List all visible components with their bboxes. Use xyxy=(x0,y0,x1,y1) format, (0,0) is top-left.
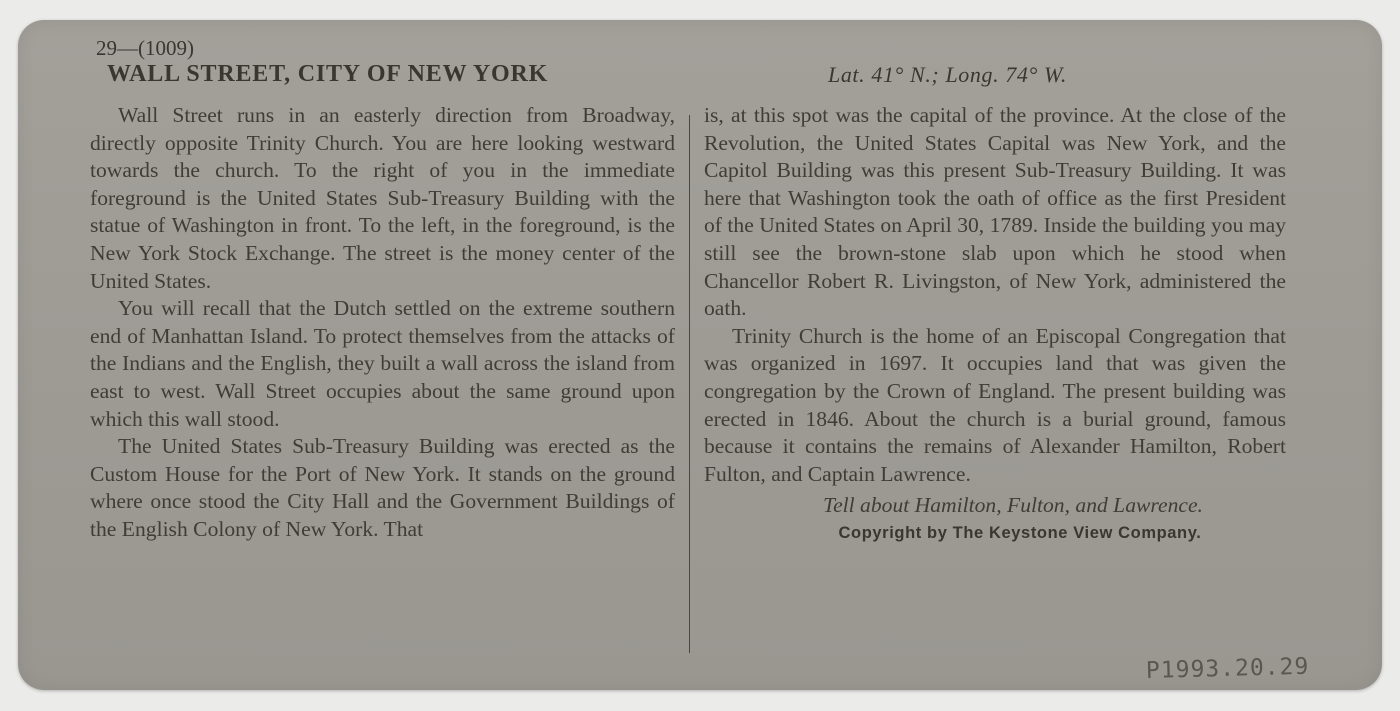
paragraph-capital: is, at this spot was the capital of the province. At the close of the Revolution, the United States Capital was New York, and the Capitol Building was this present Sub-Treasury Building. It was here that Washington took the oath of office as the first President of the United States on April 30, 1789. Inside the building you may still see the brown-stone slab upon which he stood when Chancellor Robert R. Livingston, of New York, administered the oath. xyxy=(704,103,1286,321)
accession-number: P1993.20.29 xyxy=(1145,653,1310,684)
paragraph-trinity-church: Trinity Church is the home of an Episcopal Congregation that was organized in 1697. It occupies land that was given the congregation by the Crown of England. The present building was erected in 1846. About the church is a burial ground, famous because it contains the remains of Alexander Hamilton, Robert Fulton, and Captain Lawrence. xyxy=(704,323,1286,486)
right-text-column xyxy=(704,102,1286,546)
card-title: WALL STREET, CITY OF NEW YORK xyxy=(107,61,549,87)
copyright-line: Copyright by The Keystone View Company. xyxy=(838,523,1202,542)
left-text-column xyxy=(90,102,675,544)
column-divider xyxy=(689,115,690,653)
paragraph-sub-treasury: The United States Sub-Treasury Building was erected as the Custom House for the Port of New York. It stands on the ground where once stood the City Hall and the Government Buildings of the English Colony of New York. That xyxy=(90,434,675,541)
card-number: 29—(1009) xyxy=(96,36,194,60)
paragraph-dutch-wall: You will recall that the Dutch settled on the extreme southern end of Manhattan Island. To protect themselves from the attacks of the Indians and the English, they built a wall across the island from east to west. Wall Street occupies about the same ground upon which this wall stood. xyxy=(90,296,675,431)
stereoview-card-back xyxy=(18,20,1382,690)
teaching-note: Tell about Hamilton, Fulton, and Lawrence. xyxy=(823,493,1203,518)
coordinates: Lat. 41° N.; Long. 74° W. xyxy=(828,62,1067,87)
paragraph-wall-street: Wall Street runs in an easterly direction from Broadway, directly opposite Trinity Church. You are here looking westward towards the church. To the right of you in the immediate foreground is the United States Sub-Treasury Building with the statue of Washington in front. To the left, in the foreground, is the New York Stock Exchange. The street is the money center of the United States. xyxy=(90,103,675,293)
